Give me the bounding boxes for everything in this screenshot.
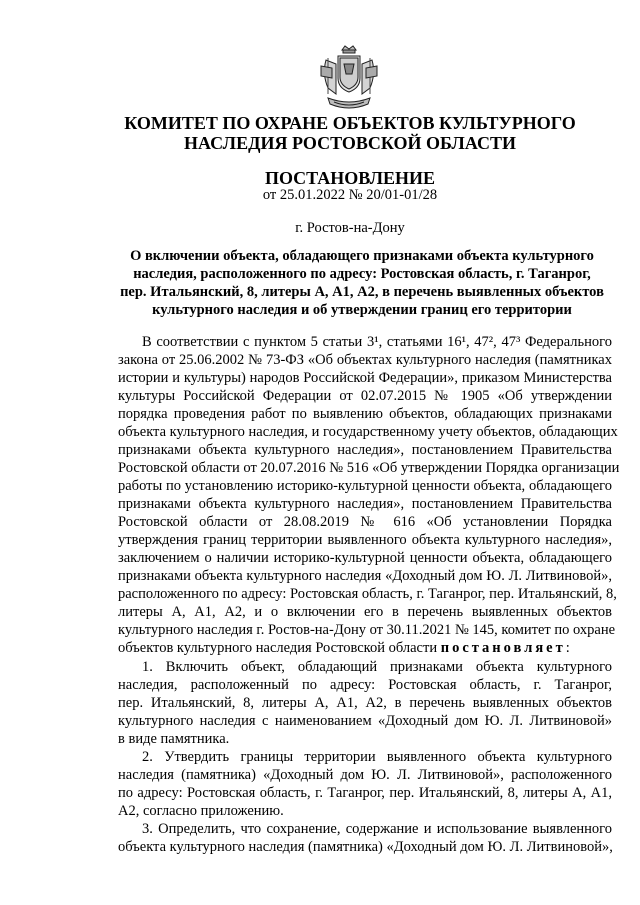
text-line: А2, согласно приложению. [118,803,284,819]
text-line: порядка проведения работ по выявлению объектов, обладающих признаками [118,406,612,422]
text-line: признаками объекта культурного наследия», постановлением Правительства [118,442,612,458]
text-line: наследия, расположенный по адресу: Ростовская область, г. Таганрог, [118,677,612,693]
document-type: ПОСТАНОВЛЕНИЕ [264,168,436,188]
document-title [108,247,616,319]
text-line: объекта культурного наследия (памятника) «Доходный дом Ю. Л. Литвиновой», [118,839,613,855]
title-line: наследия, расположенного по адресу: Ростовская область, г. Таганрог, [133,266,591,282]
text-line: заключением о наличии историко-культурной ценности объекта, обладающего [118,550,612,566]
text-line: в виде памятника. [118,731,230,747]
text-line: закона от 25.06.2002 № 73-ФЗ «Об объектах культурного наследия (памятниках [118,352,612,368]
text-line: признаками объекта культурного наследия», постановлением Правительства [118,496,612,512]
preamble-paragraph [118,333,620,657]
item-3-paragraph [118,820,612,856]
document-date-number: от 25.01.2022 № 20/01-01/28 [262,187,438,203]
text-line: объекта культурного наследия, и государственному учету объектов, обладающих [118,424,618,440]
text-line: наследия (памятника) «Доходный дом Ю. Л. Литвиновой», расположенного [118,767,612,783]
item-2-paragraph [118,748,612,820]
organization-name-line2: НАСЛЕДИЯ РОСТОВСКОЙ ОБЛАСТИ [184,133,516,153]
coat-of-arms-icon [318,44,380,116]
text-line: работы по установлению историко-культурной ценности объекта, обладающего [118,478,612,494]
title-line: культурного наследия и об утверждении границ его территории [152,302,572,318]
text-line: утверждения границ территории выявленного объекта культурного наследия», [118,532,612,548]
text-line: 3. Определить, что сохранение, содержание и использование выявленного [142,821,612,837]
text-line: по адресу: Ростовская область, г. Таганрог, пер. Итальянский, 8, литеры А, А1, [118,785,612,801]
item-1-paragraph [118,658,612,748]
decree-colon: : [565,640,570,656]
title-line: пер. Итальянский, 8, литеры А, А1, А2, в перечень выявленных объектов [120,284,604,300]
text-line: признаками объекта культурного наследия «Доходный дом Ю. Л. Литвиновой», [118,568,612,584]
text-line: расположенного по адресу: Ростовская область, г. Таганрог, пер. Итальянский, 8, [118,586,617,602]
text-line: пер. Итальянский, 8, литеры А, А1, А2, в перечень выявленных объектов [118,695,612,711]
text-line: Ростовской области от 20.07.2016 № 516 «Об утверждении Порядка организации [118,460,620,476]
text-line: 2. Утвердить границы территории выявленного объекта культурного [142,749,612,765]
text-line: Ростовской области от 28.08.2019 № 616 «Об установлении Порядка [118,514,612,530]
title-line: О включении объекта, обладающего признаками объекта культурного [130,248,594,264]
text-line: культурного наследия г. Ростов-на-Дону от 30.11.2021 № 145, комитет по охране [118,622,616,638]
text-line: В соответствии с пунктом 5 статьи 3¹, статьями 16¹, 47², 47³ Федерального [142,334,612,350]
text-line-prefix: объектов культурного наследия Ростовской области [118,640,438,656]
organization-name-line1: КОМИТЕТ ПО ОХРАНЕ ОБЪЕКТОВ КУЛЬТУРНОГО [124,113,576,133]
text-line-decree [118,639,612,657]
text-line: литеры А, А1, А2, и о включении его в перечень выявленных объектов [118,604,612,620]
document-city: г. Ростов-на-Дону [295,220,405,236]
text-line: культурного наследия с наименованием «Доходный дом Ю. Л. Литвиновой» [118,713,612,729]
text-line: истории и культуры) народов Российской Федерации», приказом Министерства [118,370,612,386]
text-line: 1. Включить объект, обладающий признаками объекта культурного [142,659,612,675]
decree-word: постановляет [440,640,566,656]
text-line: культуры Российской Федерации от 02.07.2015 № 1905 «Об утверждении [118,388,612,404]
